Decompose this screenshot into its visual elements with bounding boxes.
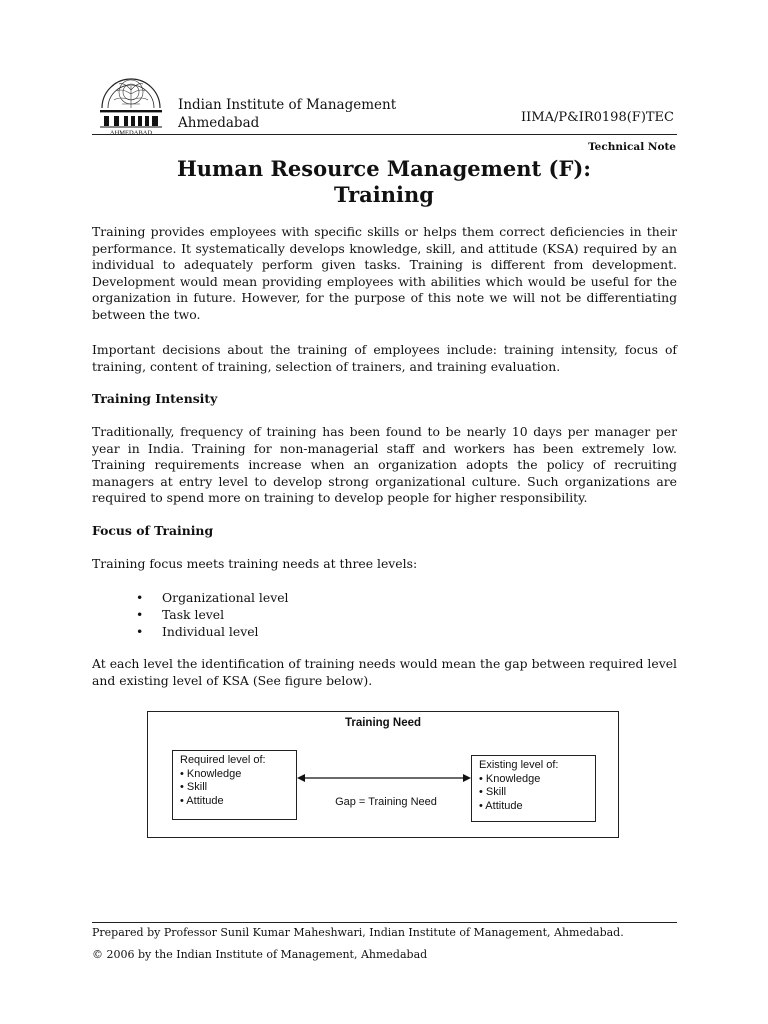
- figure-title: Training Need: [344, 717, 422, 729]
- title-line1: Human Resource Management (F):: [176, 156, 592, 181]
- focus-intro: Training focus meets training needs at three levels:: [92, 556, 418, 571]
- note-type: Technical Note: [588, 141, 676, 153]
- list-item: • Task level: [136, 607, 225, 622]
- prepared-by: Prepared by Professor Sunil Kumar Maheshwari, Indian Institute of Management, Ahmedabad.: [92, 926, 624, 939]
- double-arrow-icon: [297, 772, 471, 784]
- svg-text:AHMEDABAD: AHMEDABAD: [109, 129, 153, 136]
- existing-level-box: Existing level of: • Knowledge • Skill • Attitude: [471, 755, 596, 822]
- institute-line1: Indian Institute of Management: [178, 97, 397, 113]
- title-line2: Training: [334, 182, 434, 207]
- list-item: • Individual level: [136, 624, 259, 639]
- institute-line2: Ahmedabad: [178, 115, 260, 131]
- footer-divider: [92, 922, 677, 923]
- document-code: IIMA/P&IR0198(F)TEC: [521, 110, 674, 125]
- section-heading-focus: Focus of Training: [92, 523, 214, 538]
- section-heading-intensity: Training Intensity: [92, 391, 218, 406]
- iim-logo: [92, 64, 170, 136]
- training-need-figure: [147, 711, 619, 838]
- intro-paragraph: Training provides employees with specific skills or helps them correct deficiencies in their performance. It systematically develops knowledge, skill, and attitude (KSA) required by an individual to adequately perform given tasks. Training is different from development. Development would mean providing employees with abilities which would be useful for the organization in future. However, for the purpose of this note we will not be differentiating between the two.: [92, 224, 677, 322]
- institute-name: [178, 96, 396, 132]
- copyright: © 2006 by the Indian Institute of Management, Ahmedabad: [92, 948, 428, 961]
- gap-paragraph: At each level the identification of training needs would mean the gap between required level and existing level of KSA (See figure below).: [92, 656, 677, 688]
- gap-label: Gap = Training Need: [335, 796, 437, 808]
- decisions-paragraph: Important decisions about the training of employees include: training intensity, focus of training, content of training, selection of trainers, and training evaluation.: [92, 342, 677, 374]
- required-level-box: Required level of: • Knowledge • Skill • Attitude: [172, 750, 297, 820]
- intensity-paragraph: Traditionally, frequency of training has been found to be nearly 10 days per manager per year in India. Training for non-managerial staff and workers has been extremely low. Training requirements increase when an organization adopts the policy of recruiting managers at entry level to develop strong organizational culture. Such organizations are required to spend more on training to develop people for higher responsibility.: [92, 424, 677, 506]
- header-divider: [92, 134, 677, 135]
- training-levels-list: [92, 589, 289, 640]
- list-item: • Organizational level: [136, 590, 289, 605]
- page-title: [0, 156, 768, 208]
